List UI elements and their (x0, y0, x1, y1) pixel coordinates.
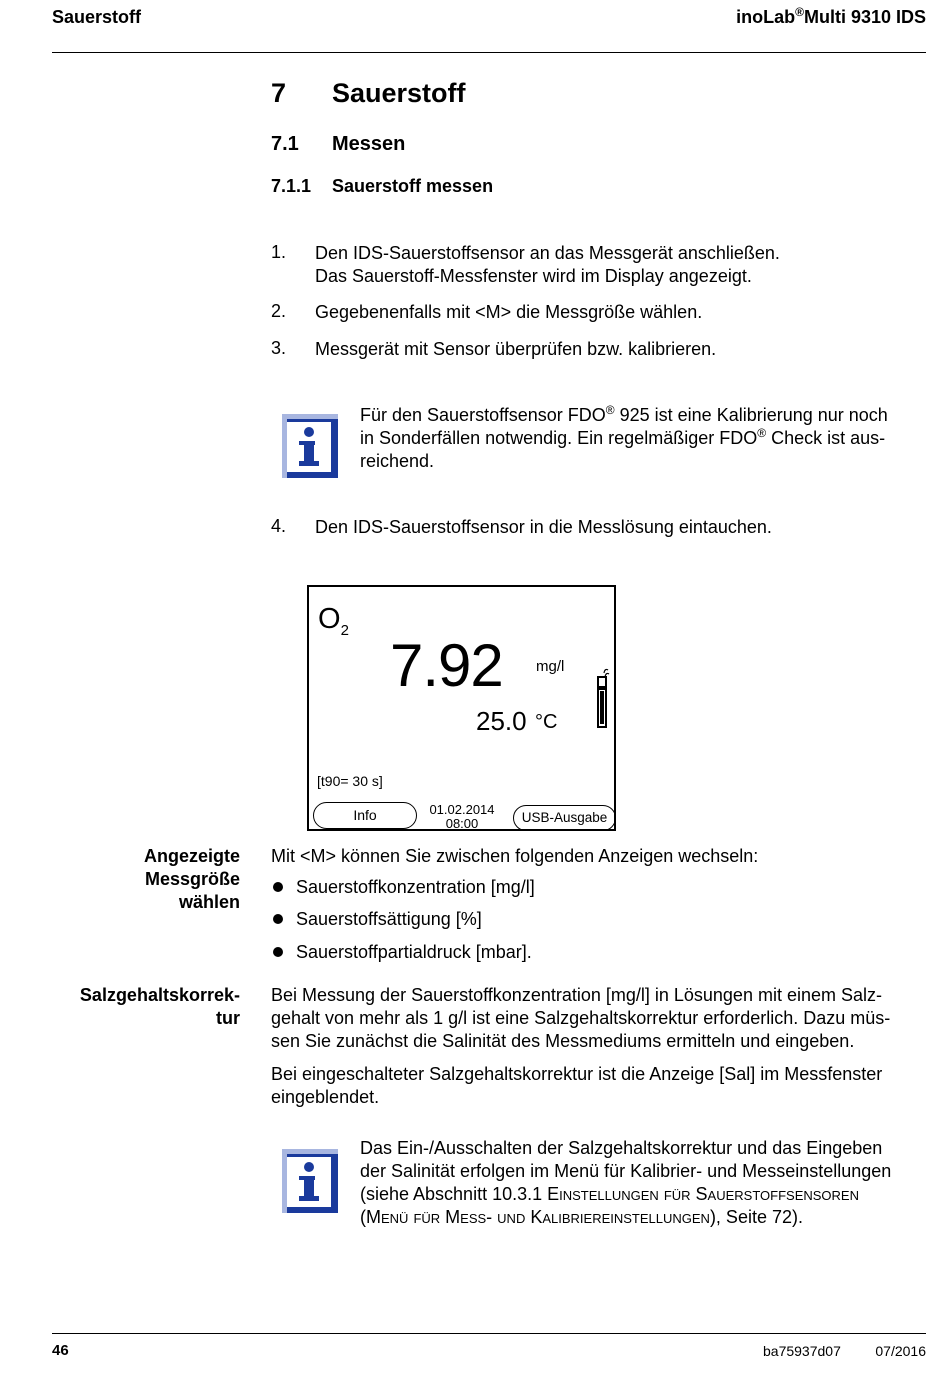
subsection-title: Sauerstoff messen (332, 176, 494, 196)
subsection-number: 7.1.1 (271, 176, 312, 196)
side-heading-salinity: Salzgehaltskorrek- tur (79, 985, 240, 1028)
parameter-label: $O_2$ (318, 603, 349, 639)
bullet (273, 914, 283, 924)
section-title: Messen (332, 133, 406, 155)
step-number: 1. (271, 242, 287, 262)
step-text: Gegebenenfalls mit <M> die Messgröße wählen. (315, 302, 703, 322)
section-number: 7.1 (271, 133, 299, 155)
list-item: Sauerstoffpartialdruck [mbar]. (296, 942, 532, 962)
meter-display (307, 585, 616, 831)
cross-reference-link[interactable]: Menü für Mess- und Kalibriereinstellungen (366, 1207, 710, 1227)
salinity-paragraph-2: Bei eingeschalteter Salzgehaltskorrektur ist die Anzeige [Sal] im Messfenster eingeblendet. (271, 1064, 883, 1107)
step-number: 3. (271, 338, 287, 358)
step-text: Den IDS-Sauerstoffsensor an das Messgerät anschließen. Das Sauerstoff-Messfenster wird im Display angezeigt. (315, 243, 780, 286)
bullet (273, 882, 283, 892)
info-icon (282, 414, 338, 478)
info-note: Für den Sauerstoffsensor FDO® 925 ist eine Kalibrierung nur noch in Sonderfällen notwendig. Ein regelmäßiger FDO® Check ist aus- reichend. (360, 403, 888, 471)
chapter-title: Sauerstoff (332, 78, 466, 108)
side-heading-parameter: Angezeigte Messgröße wählen (143, 846, 240, 912)
header-product: inoLab®Multi 9310 IDS (736, 5, 926, 27)
header-rule (52, 52, 926, 53)
step-number: 4. (271, 516, 287, 536)
date-time: 01.02.2014 08:00 (429, 802, 495, 831)
page-number: 46 (52, 1342, 69, 1359)
sensor-icon (596, 667, 610, 731)
info-softkey[interactable]: Info (313, 802, 417, 829)
temperature-value: 25.0 (476, 706, 527, 736)
step-text: Messgerät mit Sensor überprüfen bzw. kalibrieren. (315, 339, 717, 359)
info-note-salinity: Das Ein-/Ausschalten der Salzgehaltskorrektur und das Eingeben der Salinität erfolgen im Menü für Kalibrier- und Messeinstellungen (siehe Abschnitt 10.3.1 Einstellungen für Sauerstoffsensoren (Menü für Mess- und Kalibriereinstellungen), Seite 72). (360, 1138, 892, 1227)
list-item: Sauerstoffkonzentration [mg/l] (296, 877, 535, 897)
header-chapter: Sauerstoff (52, 7, 142, 27)
step-number: 2. (271, 301, 287, 321)
measured-value: 7.92 (390, 632, 503, 699)
info-icon (282, 1149, 338, 1213)
document-date: 07/2016 (875, 1343, 926, 1359)
chapter-number: 7 (271, 78, 287, 108)
t90-indicator: [t90= 30 s] (317, 773, 383, 789)
list-item: Sauerstoffsättigung [%] (296, 909, 482, 929)
choose-intro: Mit <M> können Sie zwischen folgenden Anzeigen wechseln: (271, 846, 759, 866)
usb-output-softkey[interactable]: USB-Ausgabe (513, 805, 616, 831)
footer-rule (52, 1333, 926, 1334)
cross-reference-link[interactable]: Einstellungen für Sauerstoffsensoren (547, 1184, 859, 1204)
measured-unit: mg/l (536, 658, 565, 675)
salinity-paragraph: Bei Messung der Sauerstoffkonzentration [mg/l] in Lösungen mit einem Salz- gehalt von mehr als 1 g/l ist eine Salzgehaltskorrektur erforderlich. Dazu müs- sen Sie zunächst die Salinität des Messmediums ermitteln und eingeben. (271, 985, 891, 1051)
document-id: ba75937d07 (763, 1343, 841, 1359)
bullet (273, 947, 283, 957)
step-text: Den IDS-Sauerstoffsensor in die Messlösung eintauchen. (315, 517, 772, 537)
temperature-unit: °C (535, 711, 558, 733)
